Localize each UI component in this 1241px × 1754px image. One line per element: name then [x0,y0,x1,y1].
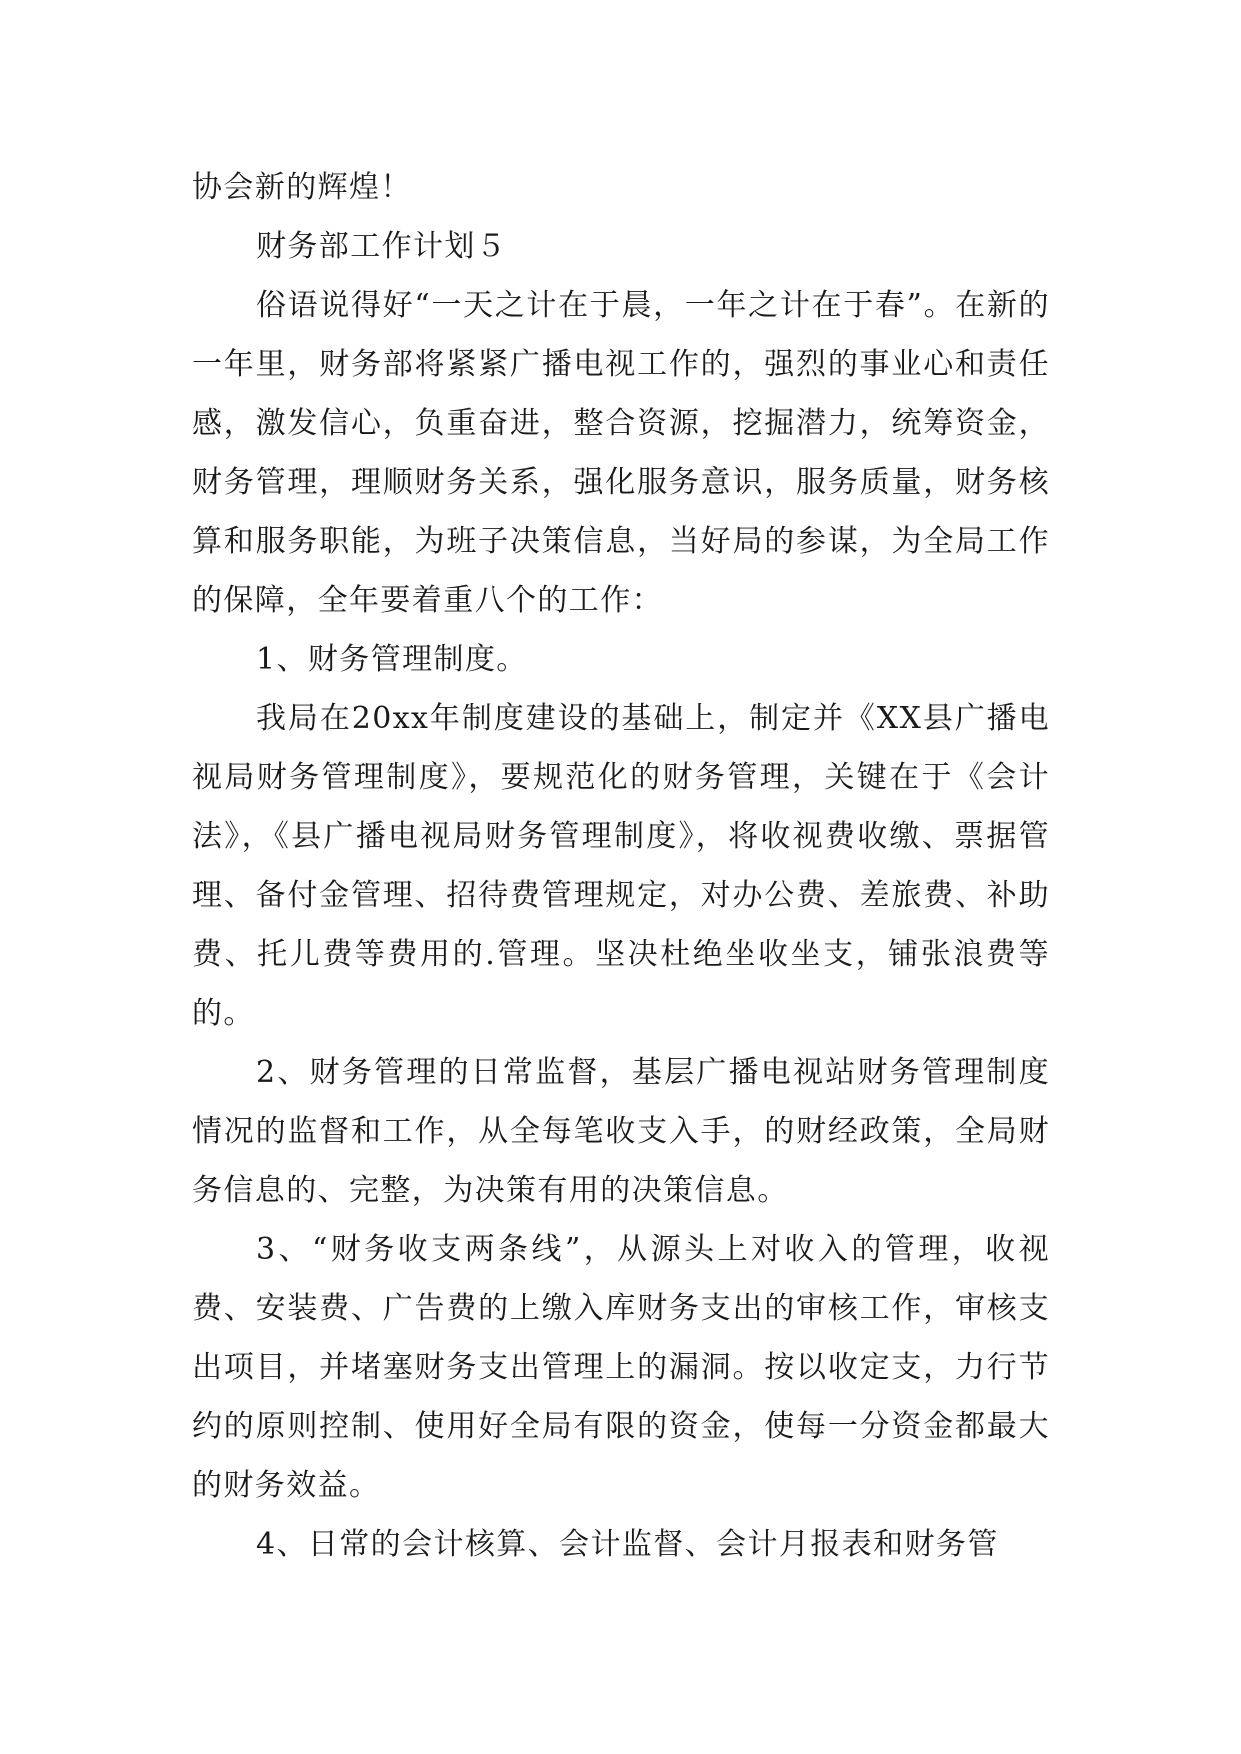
paragraph-closing-line: 协会新的辉煌！ [192,170,412,205]
section-title: 财务部工作计划５ [256,229,508,264]
paragraph-item-4: 4、日常的会计核算、会计监督、会计月报表和财务管 [256,1527,999,1562]
paragraph-item-3: 3、“财务收支两条线”，从源头上对收入的管理，收视费、安装费、广告费的上缴入库财务支出的审核工作，审核支出项目，并堵塞财务支出管理上的漏洞。按以收定支，力行节约的原则控制、使用好全局有限的资金，使每一分资金都最大的财务效益。 [192,1232,1050,1503]
paragraph-item-1-heading: 1、财务管理制度。 [256,642,528,677]
paragraph-item-2: 2、财务管理的日常监督，基层广播电视站财务管理制度情况的监督和工作，从全每笔收支入手，的财经政策，全局财务信息的、完整，为决策有用的决策信息。 [192,1055,1050,1208]
paragraph-intro: 俗语说得好“一天之计在于晨，一年之计在于春”。在新的一年里，财务部将紧紧广播电视工作的，强烈的事业心和责任感，激发信心，负重奋进，整合资源，挖掘潜力，统筹资金，财务管理，理顺财务关系，强化服务意识，服务质量，财务核算和服务职能，为班子决策信息，当好局的参谋，为全局工作的保障，全年要着重八个的工作： [192,288,1050,618]
document-body [192,158,1050,1574]
paragraph-item-1-body: 我局在20xx年制度建设的基础上，制定并《XX县广播电视局财务管理制度》，要规范化的财务管理，关键在于《会计法》，《县广播电视局财务管理制度》，将收视费收缴、票据管理、备付金管理、招待费管理规定，对办公费、差旅费、补助费、托儿费等费用的.管理。坚决杜绝坐收坐支，铺张浪费等的。 [192,701,1050,1031]
